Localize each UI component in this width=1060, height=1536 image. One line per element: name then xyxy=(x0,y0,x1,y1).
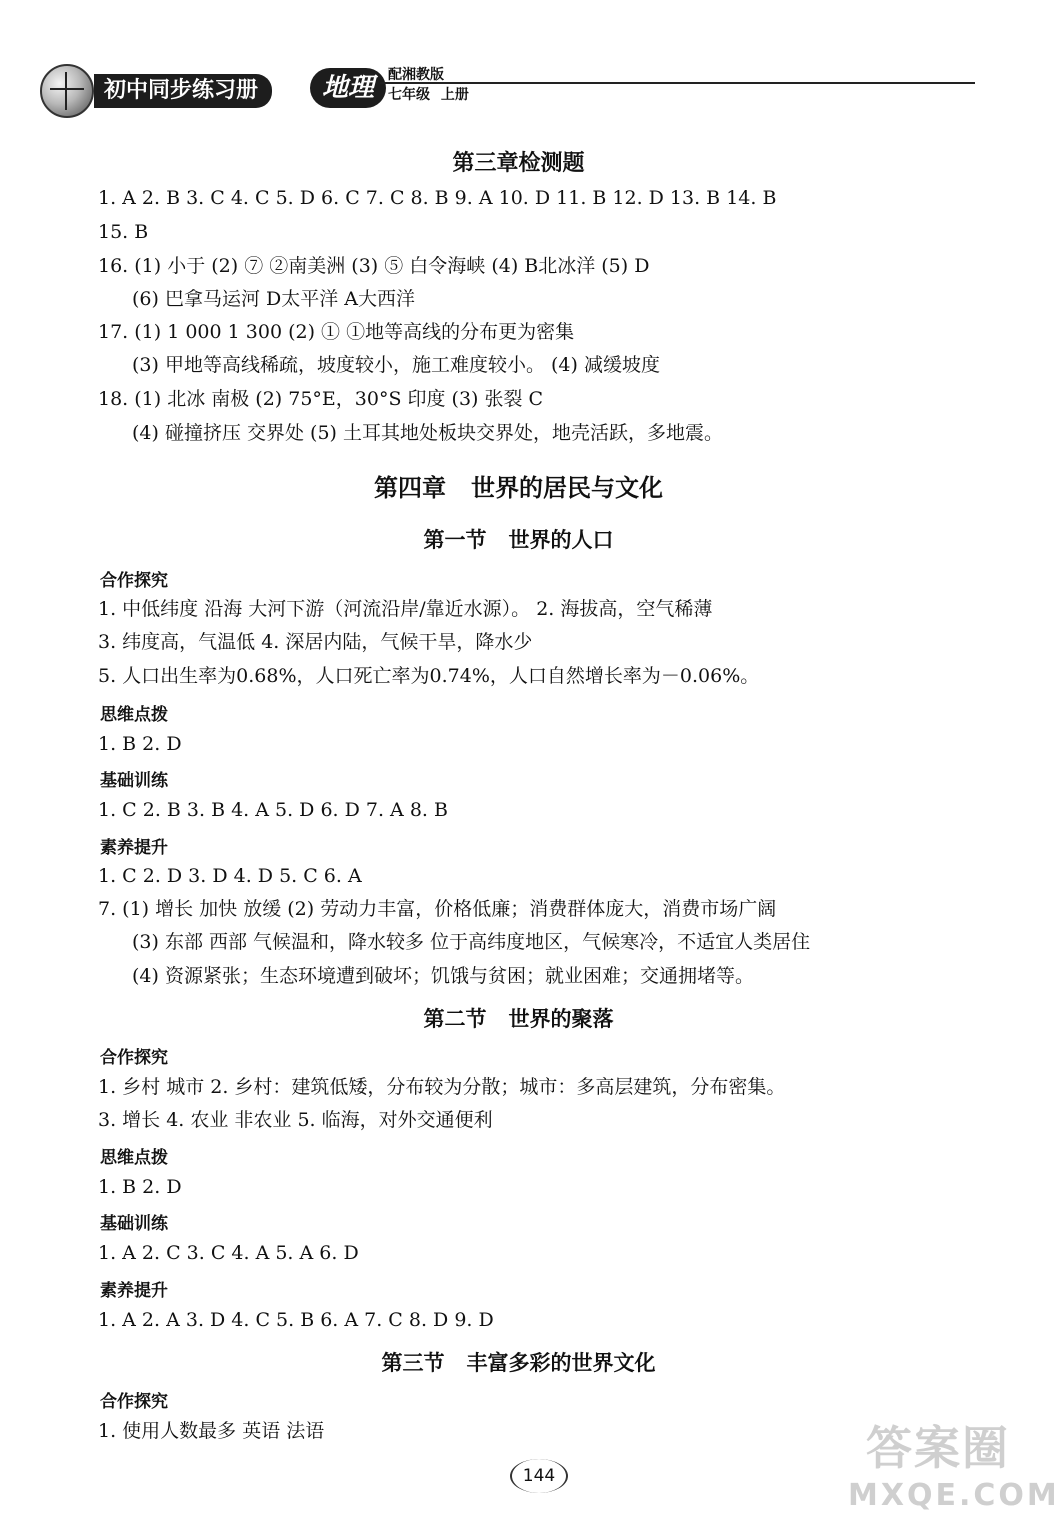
watermark-logo xyxy=(848,1418,1060,1528)
answer-line: 1. A 2. C 3. C 4. A 5. A 6. D xyxy=(98,1242,359,1264)
section2-title: 第二节 世界的聚落 xyxy=(423,1007,614,1031)
subheading-suyang: 素养提升 xyxy=(100,838,168,858)
grade-label: 七年级 上册 xyxy=(388,87,469,103)
answer-line: 7. (1) 增长 加快 放缓 (2) 劳动力丰富，价格低廉；消费群体庞大，消费市场广阔 xyxy=(98,898,777,920)
answer-line: (4) 资源紧张；生态环境遭到破坏；饥饿与贫困；就业困难；交通拥堵等。 xyxy=(132,965,754,987)
answer-line: 1. 使用人数最多 英语 法语 xyxy=(98,1420,325,1442)
answer-line: 1. A 2. B 3. C 4. C 5. D 6. C 7. C 8. B 9. A 10. D 11. B 12. D 13. B 14. B xyxy=(98,187,777,209)
chapter3-title: 第三章检测题 xyxy=(452,151,585,176)
chapter4-title: 第四章 世界的居民与文化 xyxy=(373,474,664,502)
header-rule xyxy=(380,82,975,84)
subheading-hezuo: 合作探究 xyxy=(100,1392,168,1412)
answer-line: (6) 巴拿马运河 D太平洋 A大西洋 xyxy=(132,288,415,310)
subheading-jichu: 基础训练 xyxy=(100,771,168,791)
subheading-hezuo: 合作探究 xyxy=(100,571,168,591)
answer-line: 18. (1) 北冰 南极 (2) 75°E，30°S 印度 (3) 张裂 C xyxy=(98,388,544,410)
section3-title: 第三节 丰富多彩的世界文化 xyxy=(381,1351,656,1375)
subheading-hezuo: 合作探究 xyxy=(100,1048,168,1068)
answer-line: 1. C 2. D 3. D 4. D 5. C 6. A xyxy=(98,865,362,887)
answer-line: 3. 增长 4. 农业 非农业 5. 临海，对外交通便利 xyxy=(98,1109,493,1131)
subheading-suyang: 素养提升 xyxy=(100,1281,168,1301)
answer-line: (4) 碰撞挤压 交界处 (5) 土耳其地处板块交界处，地壳活跃，多地震。 xyxy=(132,422,723,444)
answer-line: 1. B 2. D xyxy=(98,1176,182,1198)
subject-label: 地理 xyxy=(310,68,386,108)
answer-line: 1. 中低纬度 沿海 大河下游（河流沿岸/靠近水源）。 2. 海拔高，空气稀薄 xyxy=(98,598,713,620)
answer-line: 1. 乡村 城市 2. 乡村：建筑低矮，分布较为分散；城市：多高层建筑，分布密集。 xyxy=(98,1076,786,1098)
answer-line: (3) 甲地等高线稀疏，坡度较小，施工难度较小。 (4) 减缓坡度 xyxy=(132,354,660,376)
globe-logo-icon xyxy=(40,64,94,118)
subheading-siwei: 思维点拨 xyxy=(100,705,168,725)
answer-line: 1. C 2. B 3. B 4. A 5. D 6. D 7. A 8. B xyxy=(98,799,448,821)
answer-line: 17. (1) 1 000 1 300 (2) ① ①地等高线的分布更为密集 xyxy=(98,321,575,343)
subheading-siwei: 思维点拨 xyxy=(100,1148,168,1168)
watermark-text: 答案圈 xyxy=(866,1421,1010,1475)
page-header xyxy=(40,58,975,118)
answer-line: 15. B xyxy=(98,221,149,243)
answer-line: (3) 东部 西部 气候温和，降水较多 位于高纬度地区，气候寒冷，不适宜人类居住 xyxy=(132,931,811,953)
answer-line: 16. (1) 小于 (2) ⑦ ②南美洲 (3) ⑤ 白令海峡 (4) B北冰洋 (5) D xyxy=(98,255,650,277)
answer-line: 1. A 2. A 3. D 4. C 5. B 6. A 7. C 8. D 9. D xyxy=(98,1309,494,1331)
answer-line: 3. 纬度高，气温低 4. 深居内陆，气候干旱，降水少 xyxy=(98,631,533,653)
section1-title: 第一节 世界的人口 xyxy=(423,528,614,552)
page-number: 144 xyxy=(510,1459,568,1493)
book-title: 初中同步练习册 xyxy=(94,74,272,108)
answer-line: 5. 人口出生率为0.68%，人口死亡率为0.74%，人口自然增长率为－0.06%。 xyxy=(98,665,760,687)
subheading-jichu: 基础训练 xyxy=(100,1214,168,1234)
watermark-url: MXQE.COM xyxy=(848,1478,1060,1513)
answer-line: 1. B 2. D xyxy=(98,733,182,755)
edition-label: 配湘教版 xyxy=(388,67,444,83)
